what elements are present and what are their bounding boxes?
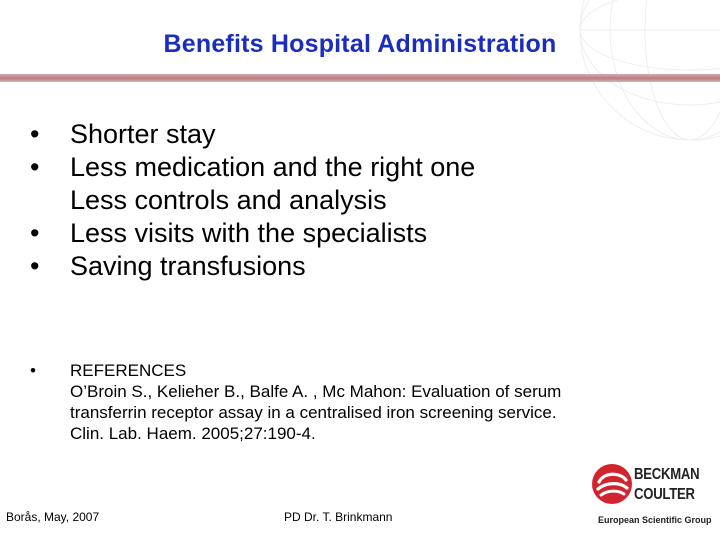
list-item <box>30 151 650 217</box>
logo-tagline: European Scientific Group <box>598 515 712 525</box>
footer-place-date: Borås, May, 2007 <box>6 510 100 524</box>
title-underline-bar <box>0 74 720 82</box>
bullet-glyph: • <box>30 218 40 248</box>
references-heading: REFERENCES <box>70 361 187 380</box>
bullet-glyph: • <box>30 251 40 281</box>
footer-presenter: PD Dr. T. Brinkmann <box>284 510 393 524</box>
bullet-glyph: • <box>30 119 40 149</box>
list-item <box>30 118 650 151</box>
bullet-text: Saving transfusions <box>70 251 306 281</box>
list-item <box>30 250 650 283</box>
list-item <box>30 217 650 250</box>
reference-line: Clin. Lab. Haem. 2005;27:190-4. <box>70 424 316 443</box>
beckman-coulter-logo <box>590 460 712 532</box>
bullet-glyph: • <box>30 361 36 380</box>
reference-line: O’Broin S., Kelieher B., Balfe A. , Mc Mahon: Evaluation of serum <box>70 382 562 401</box>
bullet-text: Less medication and the right one <box>70 152 476 182</box>
bullet-list <box>30 118 650 283</box>
references-block <box>30 360 670 444</box>
bullet-text: Less visits with the specialists <box>70 218 428 248</box>
logo-wordmark-line1: BECKMAN <box>634 466 700 483</box>
bullet-continuation: Less controls and analysis <box>70 185 387 215</box>
reference-line: transferrin receptor assay in a centralised iron screening service. <box>70 403 557 422</box>
logo-wordmark-line2: COULTER <box>634 486 695 503</box>
logo-swirl-icon <box>590 462 634 506</box>
slide-title: Benefits Hospital Administration <box>163 30 557 58</box>
bullet-text: Shorter stay <box>70 119 216 149</box>
bullet-glyph: • <box>30 152 40 182</box>
